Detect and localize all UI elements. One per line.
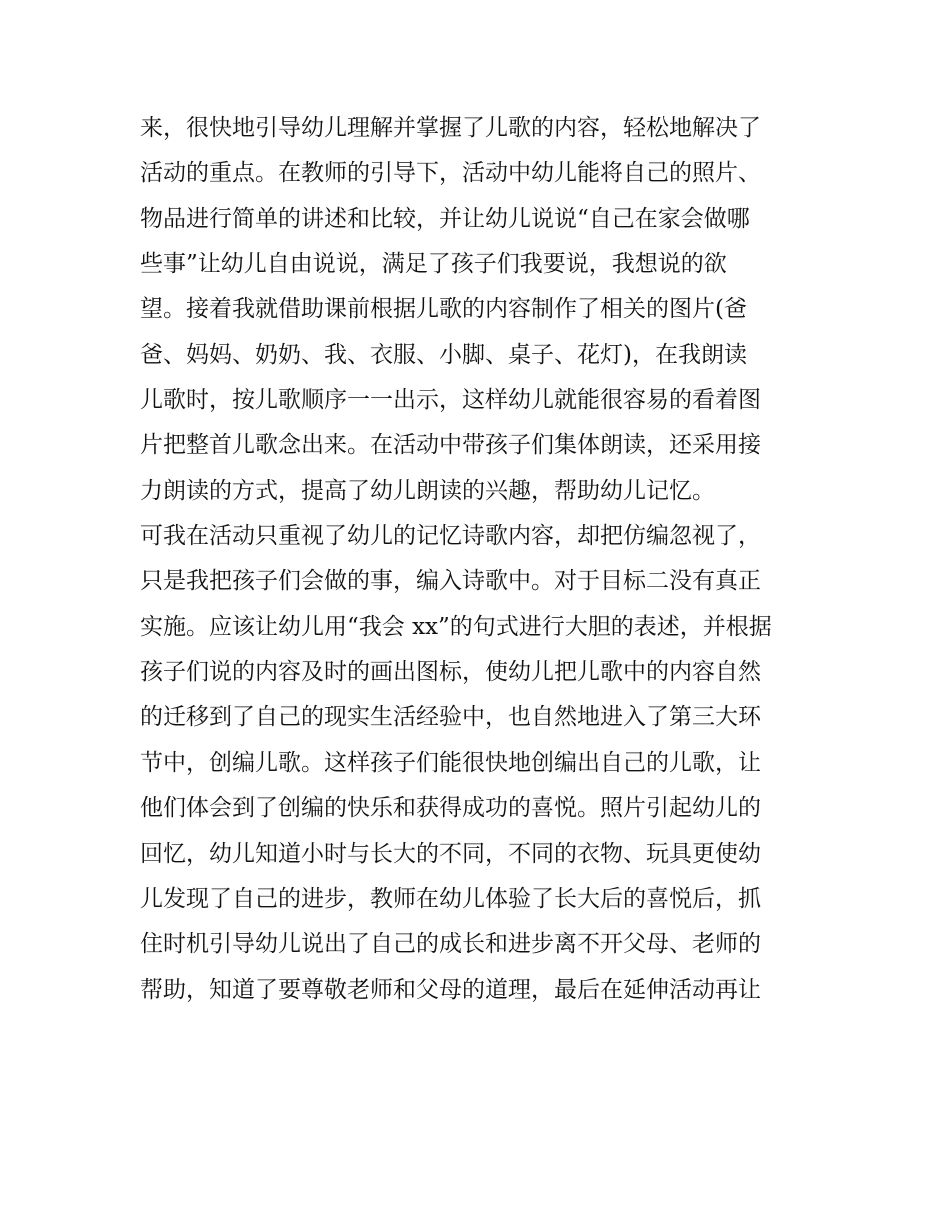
text-line: 物品进行简单的讲述和比较，并让幼儿说说“自己在家会做哪 bbox=[140, 205, 750, 232]
text-line: 儿歌时，按儿歌顺序一一出示，这样幼儿就能很容易的看着图 bbox=[140, 387, 761, 414]
text-line: 些事”让幼儿自由说说，满足了孩子们我要说，我想说的欲 bbox=[140, 251, 727, 278]
text-line: 住时机引导幼儿说出了自己的成长和进步离不开父母、老师的 bbox=[140, 931, 761, 958]
text-line: 孩子们说的内容及时的画出图标，使幼儿把儿歌中的内容自然 bbox=[140, 659, 761, 686]
text-line: 实施。应该让幼儿用“我会 xx”的句式进行大胆的表述，并根据 bbox=[140, 613, 772, 640]
text-line: 帮助，知道了要尊敬老师和父母的道理，最后在延伸活动再让 bbox=[140, 976, 761, 1003]
text-line: 爸、妈妈、奶奶、我、衣服、小脚、桌子、花灯)，在我朗读 bbox=[140, 341, 747, 368]
text-line: 望。接着我就借助课前根据儿歌的内容制作了相关的图片(爸 bbox=[140, 296, 747, 323]
text-line: 片把整首儿歌念出来。在活动中带孩子们集体朗读，还采用接 bbox=[140, 432, 761, 459]
body-text bbox=[140, 106, 820, 1013]
text-line: 可我在活动只重视了幼儿的记忆诗歌内容，却把仿编忽视了， bbox=[140, 523, 761, 550]
text-line: 回忆，幼儿知道小时与长大的不同，不同的衣物、玩具更使幼 bbox=[140, 840, 761, 867]
text-line: 来，很快地引导幼儿理解并掌握了儿歌的内容，轻松地解决了 bbox=[140, 115, 761, 141]
text-line: 儿发现了自己的进步，教师在幼儿体验了长大后的喜悦后，抓 bbox=[140, 885, 761, 912]
text-line: 节中，创编儿歌。这样孩子们能很快地创编出自己的儿歌，让 bbox=[140, 749, 761, 776]
text-line: 的迁移到了自己的现实生活经验中，也自然地进入了第三大环 bbox=[140, 704, 761, 731]
text-line: 力朗读的方式，提高了幼儿朗读的兴趣，帮助幼儿记忆。 bbox=[140, 477, 715, 504]
text-line: 只是我把孩子们会做的事，编入诗歌中。对于目标二没有真正 bbox=[140, 568, 761, 595]
text-line: 他们体会到了创编的快乐和获得成功的喜悦。照片引起幼儿的 bbox=[140, 795, 761, 822]
text-line: 活动的重点。在教师的引导下，活动中幼儿能将自己的照片、 bbox=[140, 160, 761, 187]
